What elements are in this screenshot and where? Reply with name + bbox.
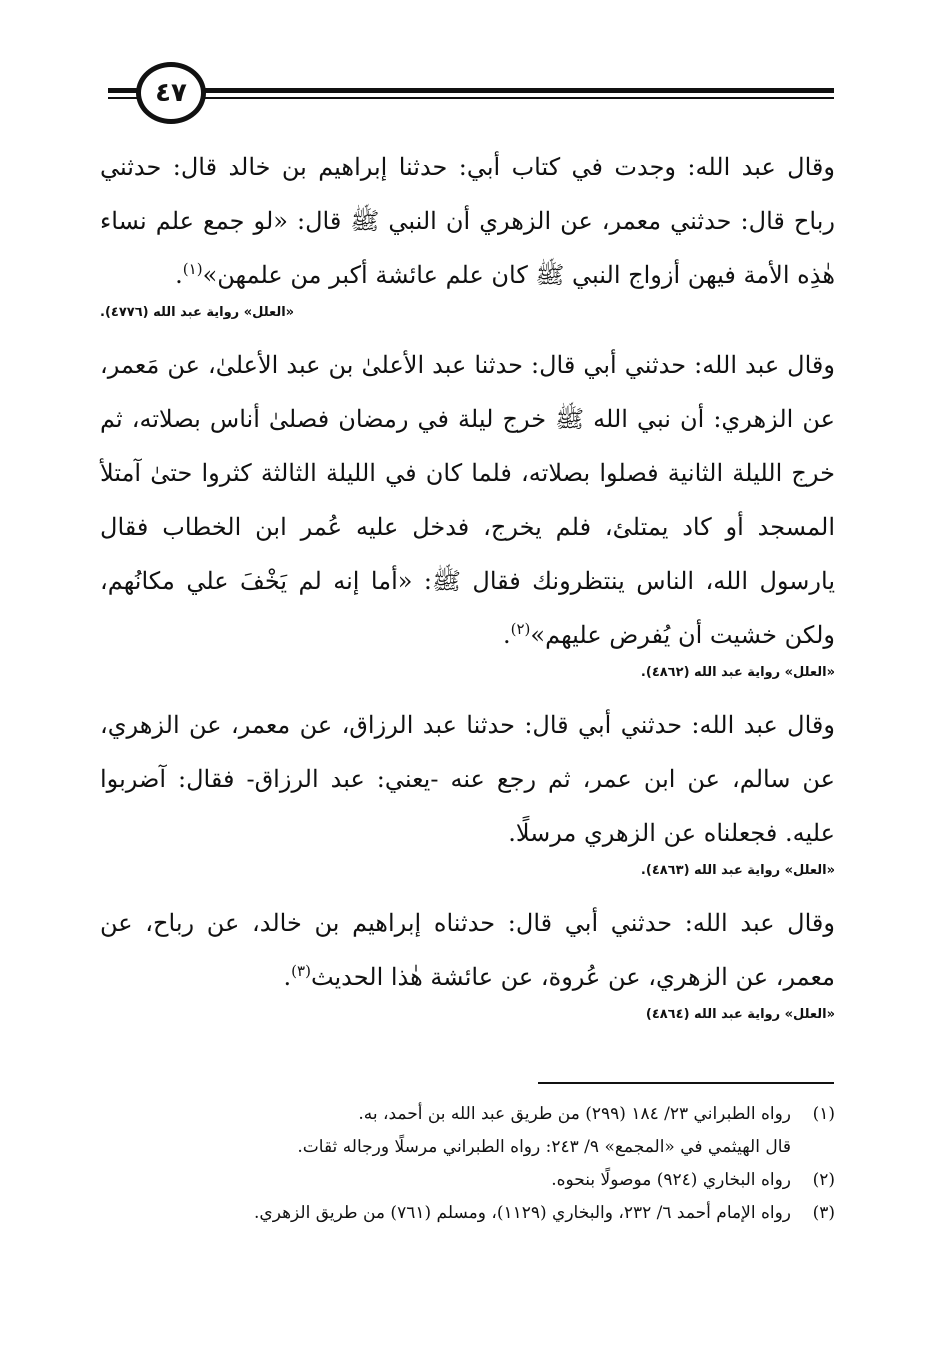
main-text — [100, 140, 835, 1026]
footnote-text: رواه البخاري (٩٢٤) موصولًا بنحوه. — [551, 1170, 791, 1190]
source-citation: «العلل» رواية عبد الله (٤٧٧٦). — [100, 305, 295, 320]
text-line: حدثني رباح قال: حدثني معمر، عن الزهري أن النبي ﷺ قال: — [100, 153, 835, 235]
source-citation: «العلل» رواية عبد الله (٤٨٦٤) — [645, 1007, 835, 1022]
footnote-divider — [538, 1082, 834, 1084]
footnote — [100, 1164, 835, 1197]
text-line: وقال عبد الله: وجدت في كتاب أبي: حدثنا إبراهيم بن خالد قال: — [172, 153, 835, 181]
text-line: عن مَعمر، عن الزهري: أن نبي الله ﷺ خرج ليلة في رمضان فصلىٰ أناس — [100, 351, 835, 433]
footnotes — [100, 1098, 835, 1230]
page-header — [108, 58, 834, 128]
text-line: وقال عبد الله: حدثني أبي قال: حدثنا عبد الأعلىٰ بن عبد الأعلىٰ، — [207, 351, 835, 379]
text-line: ابن الخطاب فقال يارسول الله، الناس ينتظرونك فقال ﷺ: «أما إنه لم — [100, 513, 835, 595]
narration-text — [100, 698, 835, 860]
footnote-number: (١) — [812, 1104, 835, 1124]
footnote-ref: (٣) — [291, 962, 311, 980]
header-rule-thin — [108, 97, 834, 99]
narration-entry — [100, 896, 835, 1026]
footnote — [100, 1197, 835, 1230]
narration-entry — [100, 140, 835, 324]
narration-entry — [100, 698, 835, 882]
footnote — [100, 1131, 835, 1164]
footnote-number: (٣) — [812, 1203, 835, 1223]
text-line: «لو جمع علم نساء هٰذِه الأمة فيهن أزواج النبي ﷺ كان علم عائشة — [100, 207, 835, 289]
footnote-number: (٢) — [812, 1170, 835, 1190]
footnote-text: رواه الطبراني ٢٣/ ١٨٤ (٢٩٩) من طريق عبد الله بن أحمد، به. — [358, 1104, 791, 1124]
text-line: عن معمر، عن الزهري، عن عُروة، عن عائشة هٰذا الحديث — [100, 909, 835, 991]
text-line: بصلاته، ثم خرج الليلة الثانية فصلوا بصلاته، فلما كان في الليلة الثالثة — [100, 405, 835, 487]
footnote-ref: (١) — [182, 260, 203, 278]
text-line: أكبر من علمهن» — [202, 261, 368, 289]
text-line: كثروا حتىٰ آمتلأ المسجد أو كاد يمتلئ، فلم يخرج، فدخل عليه عُمر — [100, 459, 836, 541]
narration-entry — [100, 338, 835, 684]
text-line: وقال عبد الله: حدثني أبي قال: حدثنا عبد الرزاق، عن معمر، عن — [189, 711, 835, 739]
narration-text: وقال عبد الله: حدثني أبي قال: حدثنا عبد الأعلىٰ بن عبد الأعلىٰ، عن مَعمر، عن الزهري: أن نبي الله ﷺ خرج ليلة في رمضان فصلىٰ أناس بصلاته، ثم خرج الليلة الثانية فصلوا بصلاته، فلما كان في الليلة الثالثة كثروا حتىٰ آمتلأ المسجد أو كاد يمتلئ، فلم يخرج، فدخل عليه عُمر ابن الخطاب فقال يارسول الله، الناس ينتظرونك فقال ﷺ: «أما إنه لم يَخْفَ علي مكانُهم، ولكن خشيت أن يُفرض عليهم»$^{(٢)}$. — [100, 351, 836, 649]
narration-text: وقال عبد الله: حدثني أبي قال: حدثناه إبراهيم بن خالد، عن رباح، عن معمر، عن الزهري، عن عُروة، عن عائشة هٰذا الحديث$^{(٣)}$. — [100, 909, 835, 991]
text-line: فقال: آضربوا عليه. فجعلناه عن الزهري مرسلًا. — [100, 765, 835, 847]
header-rule-thick — [108, 88, 834, 93]
footnote-text: قال الهيثمي في «المجمع» ٩/ ٢٤٣: رواه الطبراني مرسلًا ورجاله ثقات. — [297, 1137, 791, 1157]
text-line: يَخْفَ علي مكانُهم، ولكن خشيت أن يُفرض عليهم» — [100, 567, 835, 649]
page-number: ٤٧ — [136, 62, 206, 124]
footnote-number — [791, 1131, 835, 1164]
text-line: وقال عبد الله: حدثني أبي قال: حدثناه إبراهيم بن خالد، عن رباح، — [145, 909, 835, 937]
text-line: الزهري، عن سالم، عن ابن عمر، ثم رجع عنه -يعني: عبد الرزاق- — [100, 711, 835, 793]
narration-text: وقال عبد الله: وجدت في كتاب أبي: حدثنا إبراهيم بن خالد قال: حدثني رباح قال: حدثني معمر، عن الزهري أن النبي ﷺ قال: «لو جمع علم نساء هٰذِه الأمة فيهن أزواج النبي ﷺ كان علم عائشة أكبر من علمهن»$^{(١)}$. — [100, 153, 835, 289]
source-citation: «العلل» رواية عبد الله (٤٨٦٢). — [640, 665, 835, 680]
footnote — [100, 1098, 835, 1131]
footnote-text: رواه الإمام أحمد ٦/ ٢٣٢، والبخاري (١١٢٩)، ومسلم (٧٦١) من طريق الزهري. — [254, 1203, 791, 1223]
source-citation: «العلل» رواية عبد الله (٤٨٦٣). — [640, 863, 835, 878]
footnote-ref: (٢) — [510, 620, 531, 638]
